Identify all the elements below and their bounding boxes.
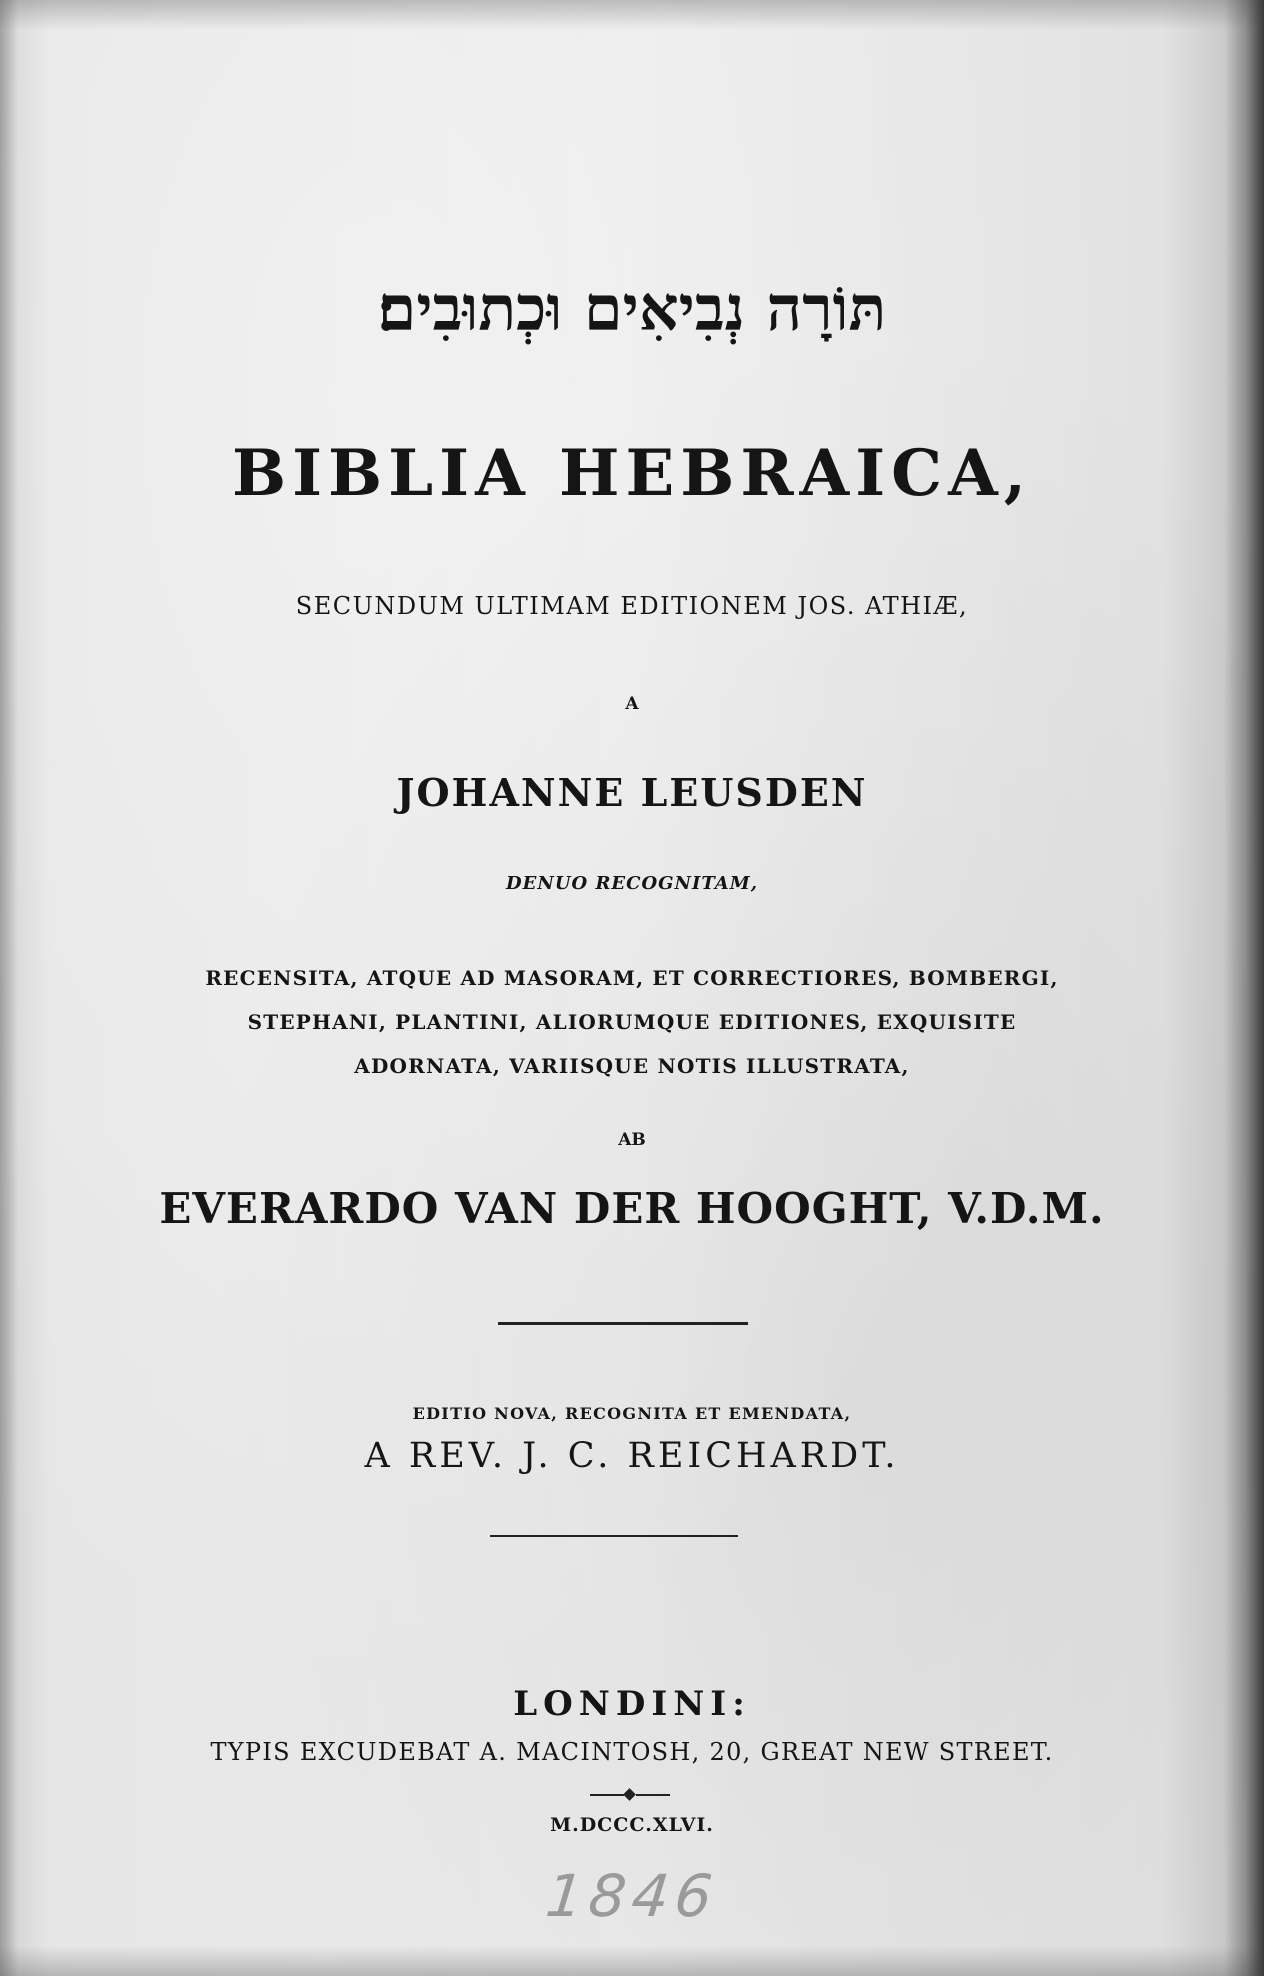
printer-line: TYPIS EXCUDEBAT A. MACINTOSH, 20, GREAT NEW STREET. (210, 1738, 1054, 1766)
diamond-ornament-icon (590, 1789, 670, 1801)
divider-rule (498, 1322, 748, 1325)
roman-date: M.DCCC.XLVI. (550, 1814, 714, 1836)
a-line: A (625, 694, 639, 714)
main-title: BIBLIA HEBRAICA, (232, 436, 1032, 511)
recensita-block (0, 956, 1264, 1088)
subtitle: SECUNDUM ULTIMAM EDITIONEM JOS. ATHIÆ, (295, 592, 969, 620)
denuo-line: DENUO RECOGNITAM, (506, 873, 758, 894)
reviser-name: A REV. J. C. REICHARDT. (364, 1436, 900, 1476)
page-top-edge (0, 0, 1264, 30)
editio-line: EDITIO NOVA, RECOGNITA ET EMENDATA, (412, 1404, 852, 1423)
page-bottom-edge (0, 1946, 1264, 1976)
hebrew-title: תּוֹרָה נְבִיאִים וּכְתוּבִים׃ (377, 272, 887, 345)
editor-name: JOHANNE LEUSDEN (396, 770, 868, 815)
recensita-line-2: STEPHANI, PLANTINI, ALIORUMQUE EDITIONES, EXQUISITE (247, 1010, 1017, 1034)
author-name: EVERARDO VAN DER HOOGHT, V.D.M. (159, 1184, 1105, 1233)
recensita-line-1: RECENSITA, ATQUE AD MASORAM, ET CORRECTIORES, BOMBERGI, (205, 966, 1059, 990)
handwritten-year: 1846 (542, 1862, 722, 1930)
divider-rule (490, 1535, 738, 1537)
recensita-line-3: ADORNATA, VARIISQUE NOTIS ILLUSTRATA, (354, 1054, 910, 1078)
ab-line: AB (618, 1130, 646, 1150)
place-of-publication: LONDINI: (513, 1684, 751, 1724)
